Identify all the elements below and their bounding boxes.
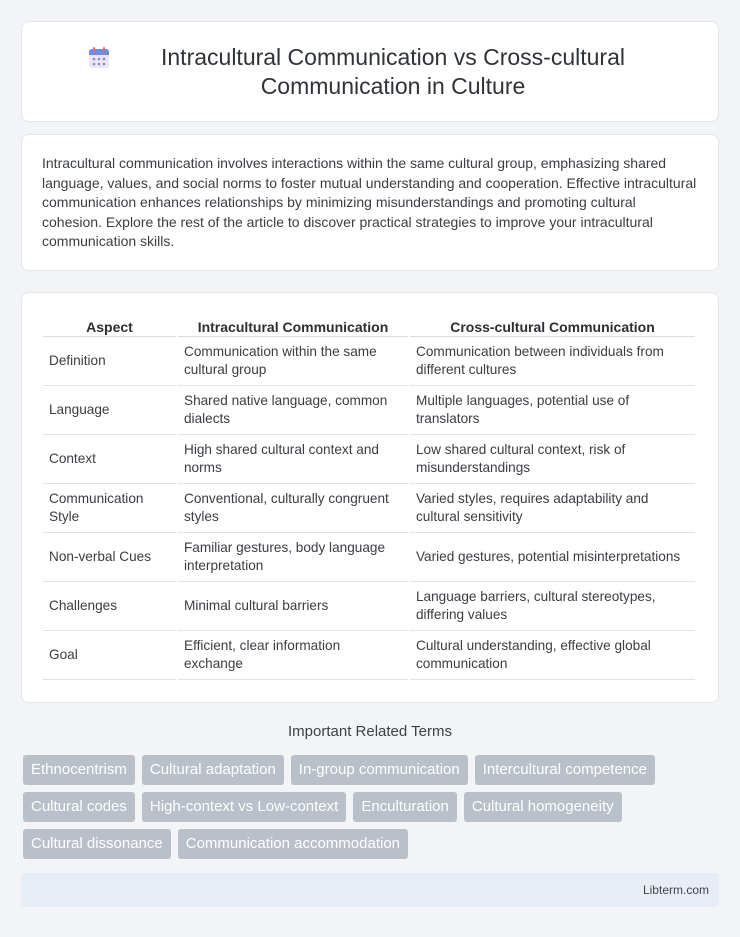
footer-brand-link[interactable]: Libterm.com xyxy=(642,883,709,897)
table-row xyxy=(43,533,695,582)
row-intracultural: Conventional, culturally congruent styles xyxy=(178,484,408,533)
row-aspect: Language xyxy=(43,386,176,435)
intro-card xyxy=(21,134,719,271)
row-intracultural: Efficient, clear information exchange xyxy=(178,631,408,680)
column-header-aspect: Aspect xyxy=(43,313,176,337)
comparison-table xyxy=(41,313,697,680)
header-inner xyxy=(87,43,653,101)
table-row xyxy=(43,631,695,680)
table-row xyxy=(43,435,695,484)
related-terms-heading: Important Related Terms xyxy=(288,723,452,740)
tag-row xyxy=(23,792,723,822)
table-row xyxy=(43,484,695,533)
row-aspect: Context xyxy=(43,435,176,484)
tag-communication-accommodation[interactable]: Communication accommodation xyxy=(178,829,408,859)
row-crosscultural: Cultural understanding, effective global communication xyxy=(410,631,695,680)
row-crosscultural: Varied styles, requires adaptability and cultural sensitivity xyxy=(410,484,695,533)
row-crosscultural: Multiple languages, potential use of translators xyxy=(410,386,695,435)
comparison-table-card xyxy=(21,292,719,703)
row-aspect: Definition xyxy=(43,337,176,386)
related-terms-list xyxy=(23,755,723,866)
row-intracultural: Communication within the same cultural group xyxy=(178,337,408,386)
column-header-intracultural: Intracultural Communication xyxy=(178,313,408,337)
row-aspect: Non-verbal Cues xyxy=(43,533,176,582)
tag-cultural-adaptation[interactable]: Cultural adaptation xyxy=(142,755,284,785)
column-header-crosscultural: Cross-cultural Communication xyxy=(410,313,695,337)
row-intracultural: Shared native language, common dialects xyxy=(178,386,408,435)
row-intracultural: Minimal cultural barriers xyxy=(178,582,408,631)
row-aspect: Communication Style xyxy=(43,484,176,533)
row-crosscultural: Communication between individuals from different cultures xyxy=(410,337,695,386)
tag-row xyxy=(23,829,723,859)
row-intracultural: High shared cultural context and norms xyxy=(178,435,408,484)
tag-cultural-dissonance[interactable]: Cultural dissonance xyxy=(23,829,171,859)
row-crosscultural: Low shared cultural context, risk of misunderstandings xyxy=(410,435,695,484)
footer xyxy=(21,873,719,907)
calendar-icon xyxy=(87,46,111,70)
tag-ethnocentrism[interactable]: Ethnocentrism xyxy=(23,755,135,785)
row-aspect: Goal xyxy=(43,631,176,680)
row-intracultural: Familiar gestures, body language interpretation xyxy=(178,533,408,582)
tag-cultural-homogeneity[interactable]: Cultural homogeneity xyxy=(464,792,622,822)
page-title: Intracultural Communication vs Cross-cultural Communication in Culture xyxy=(161,43,625,99)
tag-row xyxy=(23,755,723,785)
table-row xyxy=(43,386,695,435)
tag-high-context-vs-low-context[interactable]: High-context vs Low-context xyxy=(142,792,346,822)
table-row xyxy=(43,582,695,631)
tag-intercultural-competence[interactable]: Intercultural competence xyxy=(475,755,655,785)
row-crosscultural: Language barriers, cultural stereotypes, differing values xyxy=(410,582,695,631)
row-aspect: Challenges xyxy=(43,582,176,631)
table-header-row xyxy=(43,313,695,337)
row-crosscultural: Varied gestures, potential misinterpretations xyxy=(410,533,695,582)
tag-in-group-communication[interactable]: In-group communication xyxy=(291,755,468,785)
tag-cultural-codes[interactable]: Cultural codes xyxy=(23,792,135,822)
header-card xyxy=(21,21,719,122)
tag-enculturation[interactable]: Enculturation xyxy=(353,792,457,822)
table-row xyxy=(43,337,695,386)
intro-paragraph: Intracultural communication involves interactions within the same cultural group, emphasizing shared language, values, and social norms to foster mutual understanding and cooperation. Effective intracultural communication enhances relationships by minimizing misunderstandings and promoting cultural cohesion. Explore the rest of the article to discover practical strategies to improve your intracultural communication skills. xyxy=(42,155,697,250)
